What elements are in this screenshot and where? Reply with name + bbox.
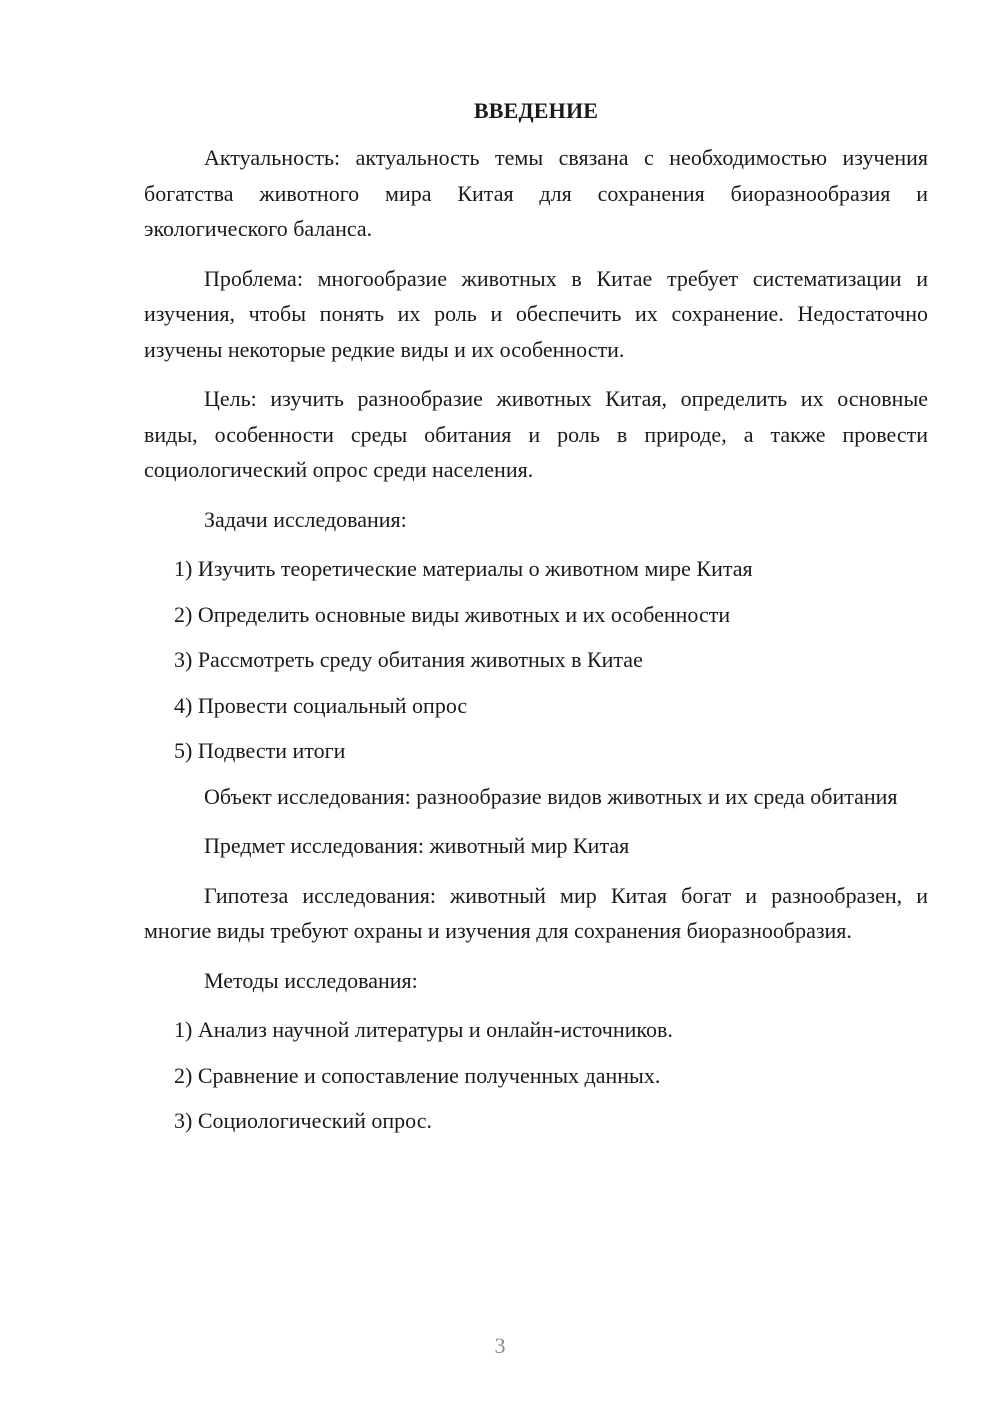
object-paragraph: Объект исследования: разнообразие видов животных и их среда обитания xyxy=(204,783,898,809)
tasks-list xyxy=(144,551,928,769)
goal-paragraph: Цель: изучить разнообразие животных Китая, определить их основные виды, особенности среды обитания и роль в природе, а также провести социологический опрос среди населения. xyxy=(144,386,928,482)
methods-heading: Методы исследования: xyxy=(204,967,418,993)
subject-paragraph: Предмет исследования: животный мир Китая xyxy=(204,833,630,858)
list-item: 5) Подвести итоги xyxy=(174,738,346,763)
problem-paragraph: Проблема: многообразие животных в Китае требует систематизации и изучения, чтобы понять их роль и обеспечить их сохранение. Недостаточно изучены некоторые редкие виды и их особенности. xyxy=(144,265,928,362)
tasks-heading: Задачи исследования: xyxy=(204,506,407,532)
list-item: 1) Анализ научной литературы и онлайн-источников. xyxy=(174,1017,673,1042)
list-item: 4) Провести социальный опрос xyxy=(174,692,468,718)
hypothesis-paragraph: Гипотеза исследования: животный мир Китая богат и разнообразен, и многие виды требуют охраны и изучения для сохранения биоразнообразия. xyxy=(144,882,928,943)
relevance-paragraph: Актуальность: актуальность темы связана с необходимостью изучения богатства животного мира Китая для сохранения биоразнообразия и экологического баланса. xyxy=(144,145,928,241)
list-item: 3) Рассмотреть среду обитания животных в Китае xyxy=(174,647,643,672)
page-content xyxy=(144,96,928,1149)
methods-list xyxy=(144,1012,928,1139)
list-item: 2) Сравнение и сопоставление полученных данных. xyxy=(174,1062,661,1088)
list-item: 2) Определить основные виды животных и их особенности xyxy=(174,601,731,627)
page-title: ВВЕДЕНИЕ xyxy=(473,98,599,123)
list-item: 3) Социологический опрос. xyxy=(174,1108,432,1133)
page-number: 3 xyxy=(494,1333,506,1358)
list-item: 1) Изучить теоретические материалы о животном мире Китая xyxy=(174,556,753,581)
